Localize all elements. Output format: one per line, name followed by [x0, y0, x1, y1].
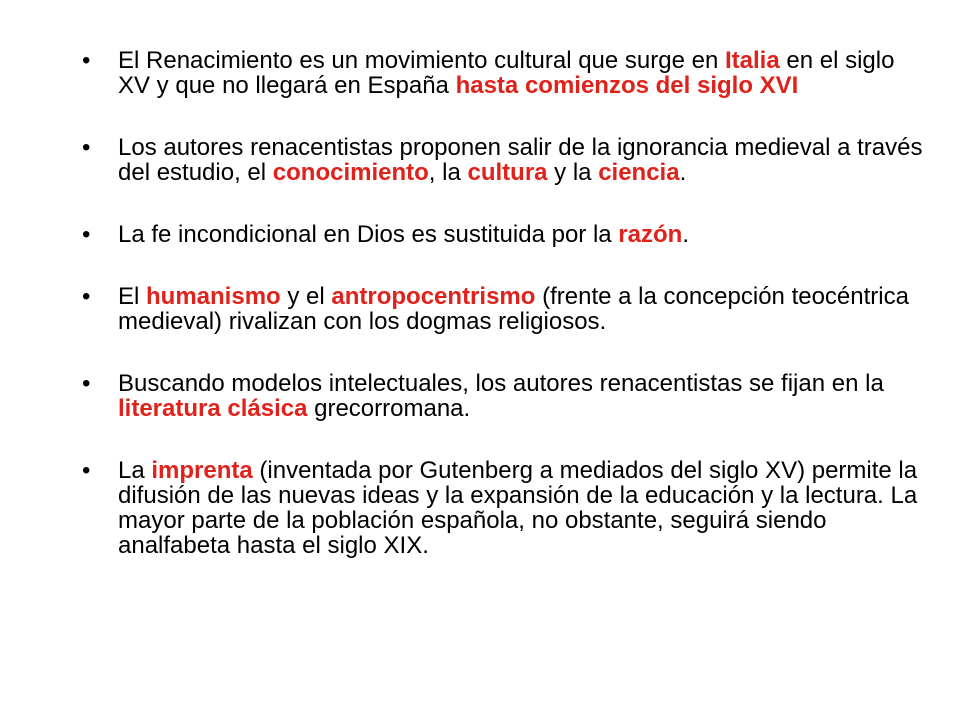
text-run: El Renacimiento es un movimiento cultural que surge en	[118, 47, 725, 74]
highlighted-term: humanismo	[146, 283, 281, 310]
highlighted-term: ciencia	[598, 159, 680, 186]
text-run: Los autores renacentistas proponen salir de la ignorancia medieval a través del estudio, el	[118, 134, 923, 186]
text-run: Buscando modelos intelectuales, los autores renacentistas se fijan en la	[118, 370, 884, 397]
bullet-text	[118, 134, 922, 186]
text-run: El	[118, 283, 147, 310]
bullet-marker: •	[82, 134, 91, 161]
highlighted-term: imprenta	[151, 457, 253, 484]
text-run: .	[682, 221, 689, 248]
bullet-marker: •	[82, 221, 91, 248]
highlighted-term: antropocentrismo	[331, 283, 536, 310]
bullet-text	[118, 457, 917, 559]
text-run: grecorromana.	[307, 395, 471, 422]
text-run: (frente a la concepción teocéntrica medieval) rivalizan con los dogmas religiosos.	[118, 283, 909, 335]
bullet-marker: •	[82, 47, 91, 74]
text-run: en el siglo XV y que no llegará en España	[118, 47, 895, 99]
bullet-list	[80, 48, 928, 595]
highlighted-term: conocimiento	[272, 159, 429, 186]
text-run: La fe incondicional en Dios es sustituida por la	[118, 221, 619, 248]
bullet-item	[80, 135, 928, 185]
text-run: y la	[547, 159, 599, 186]
bullet-text	[118, 47, 894, 99]
bullet-item	[80, 458, 928, 558]
highlighted-term: Italia	[724, 47, 780, 74]
text-run: , la	[428, 159, 468, 186]
text-run: .	[679, 159, 687, 186]
text-run: La	[118, 457, 152, 484]
highlighted-term: hasta comienzos del siglo XVI	[455, 72, 799, 99]
highlighted-term: literatura clásica	[118, 395, 308, 422]
bullet-item	[80, 222, 928, 247]
bullet-marker: •	[82, 283, 91, 310]
bullet-text	[118, 221, 689, 248]
bullet-marker: •	[82, 370, 91, 397]
bullet-marker: •	[82, 457, 91, 484]
bullet-item	[80, 371, 928, 421]
bullet-item	[80, 284, 928, 334]
highlighted-term: razón	[618, 221, 683, 248]
highlighted-term: cultura	[467, 159, 548, 186]
bullet-text	[118, 370, 884, 422]
bullet-item	[80, 48, 928, 98]
text-run: y el	[280, 283, 332, 310]
text-run: (inventada por Gutenberg a mediados del siglo XV) permite la difusión de las nuevas ideas y la expansión de la educación y la lectura. La mayor parte de la población española, no obstante, seguirá siendo analfabeta hasta el siglo XIX.	[118, 457, 918, 559]
bullet-text	[118, 283, 909, 335]
